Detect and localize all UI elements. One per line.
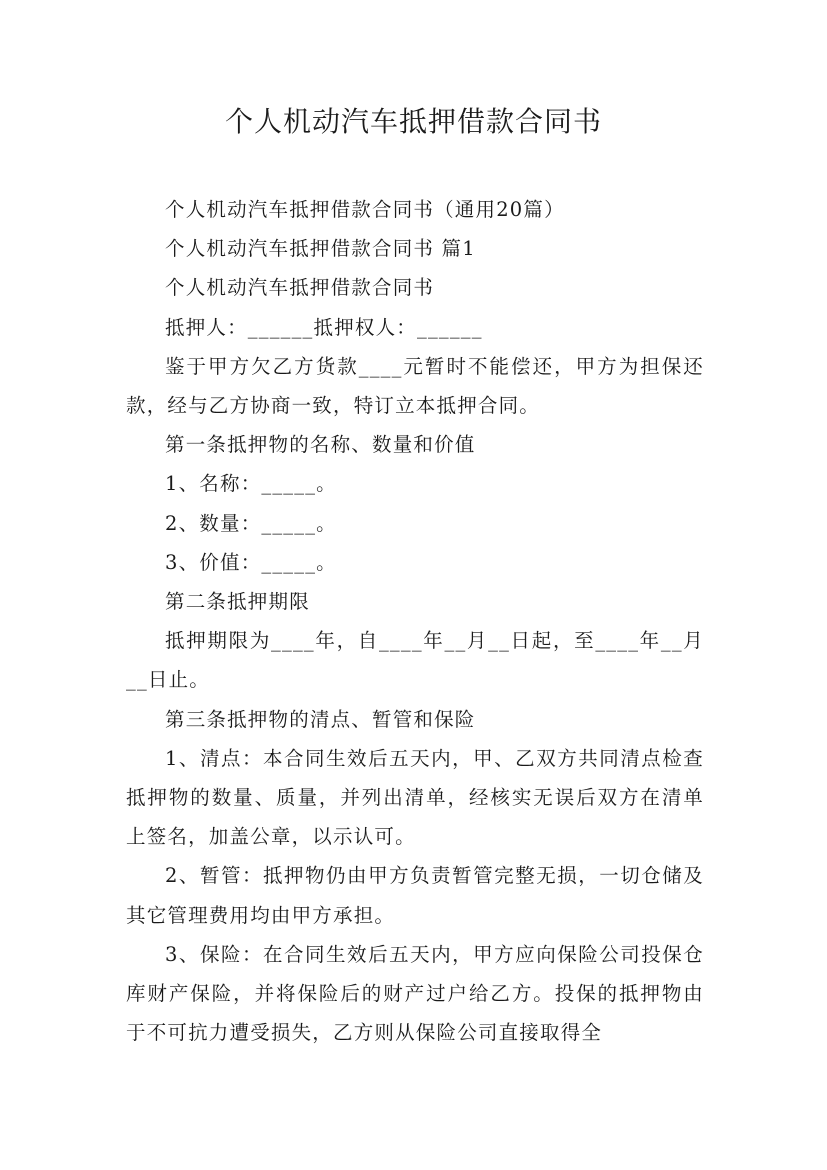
paragraph-article-3: 第三条抵押物的清点、暂管和保险 [165, 707, 476, 731]
paragraph-term: 抵押期限为____年，自____年__月__日起，至____年__月__日止。 [126, 629, 704, 692]
paragraph-contract-name: 个人机动汽车抵押借款合同书 [165, 276, 435, 300]
paragraph-subtitle: 个人机动汽车抵押借款合同书（通用20篇） [165, 198, 565, 221]
paragraph-article-2: 第二条抵押期限 [165, 590, 310, 614]
paragraph-section-heading: 个人机动汽车抵押借款合同书 篇1 [165, 237, 476, 261]
paragraph-custody: 2、暂管：抵押物仍由甲方负责暂管完整无损，一切仓储及其它管理费用均由甲方承担。 [126, 864, 704, 927]
paragraph-inventory: 1、清点：本合同生效后五天内，甲、乙双方共同清点检查抵押物的数量、质量，并列出清单，经核实无误后双方在清单上签名，加盖公章，以示认可。 [126, 746, 704, 849]
paragraph-item-value: 3、价值：_____。 [165, 550, 337, 574]
paragraph-article-1: 第一条抵押物的名称、数量和价值 [165, 433, 476, 457]
document-body [126, 190, 704, 1052]
paragraph-insurance: 3、保险：在合同生效后五天内，甲方应向保险公司投保仓库财产保险，并将保险后的财产过户给乙方。投保的抵押物由于不可抗力遭受损失，乙方则从保险公司直接取得全 [126, 942, 704, 1045]
document-title: 个人机动汽车抵押借款合同书 [224, 105, 602, 138]
paragraph-preamble: 鉴于甲方欠乙方货款____元暂时不能偿还，甲方为担保还款，经与乙方协商一致，特订立本抵押合同。 [126, 354, 704, 418]
paragraph-item-name: 1、名称：_____。 [165, 472, 337, 496]
paragraph-parties: 抵押人：______抵押权人：______ [165, 315, 483, 339]
paragraph-item-quantity: 2、数量：_____。 [165, 511, 337, 535]
